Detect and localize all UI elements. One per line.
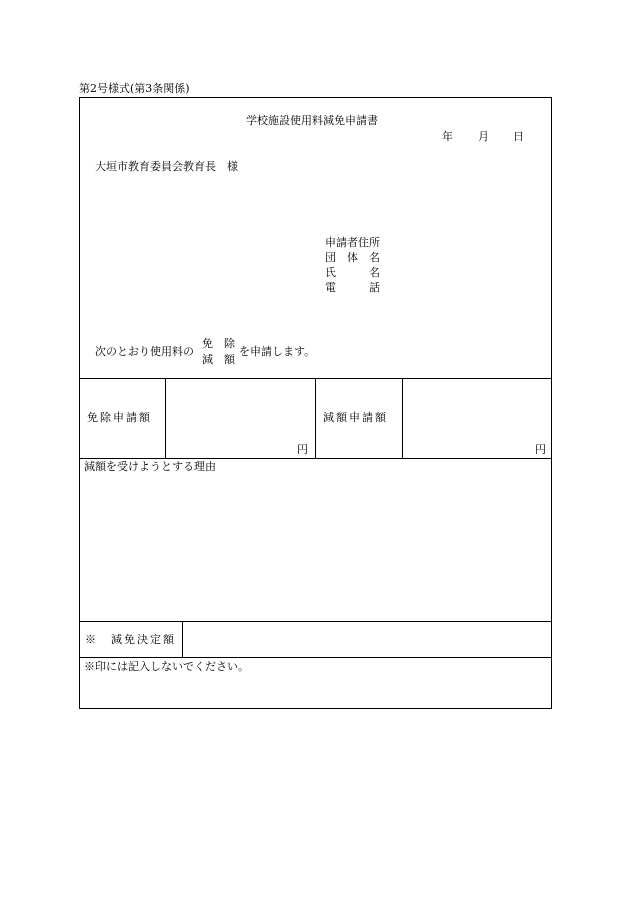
applicant-group-label: 団 体 名 xyxy=(325,251,380,264)
form-number: 第2号様式(第3条関係) xyxy=(79,82,190,95)
amount-row-bottom-line xyxy=(79,458,552,459)
decision-amount-label: ※ 減免決定額 xyxy=(85,633,176,646)
note: ※印には記入しないでください。 xyxy=(84,660,249,673)
exemption-amount-unit: 円 xyxy=(297,443,308,456)
statement-option-reduction: 減 額 xyxy=(202,353,235,366)
reason-label: 減額を受けようとする理由 xyxy=(84,460,216,473)
date-day: 日 xyxy=(513,130,524,143)
applicant-phone-label: 電 話 xyxy=(325,281,380,294)
date-month: 月 xyxy=(478,130,489,143)
reduction-amount-field[interactable] xyxy=(403,379,551,457)
applicant-name-label: 氏 名 xyxy=(325,266,380,279)
reason-field[interactable] xyxy=(80,476,551,620)
addressee: 大垣市教育委員会教育長 様 xyxy=(95,160,238,173)
statement-prefix: 次のとおり使用料の xyxy=(95,345,194,358)
date-year: 年 xyxy=(442,130,453,143)
exemption-amount-label: 免除申請額 xyxy=(87,411,152,424)
reduction-amount-label: 減額申請額 xyxy=(323,411,388,424)
applicant-address-label: 申請者住所 xyxy=(325,236,380,249)
form-title: 学校施設使用料減免申請書 xyxy=(246,114,378,127)
statement-option-exemption: 免 除 xyxy=(202,337,235,350)
decision-bottom-line xyxy=(79,657,552,658)
reduction-amount-unit: 円 xyxy=(535,443,546,456)
statement-suffix: を申請します。 xyxy=(239,345,316,358)
amount-divider-2 xyxy=(315,378,316,458)
exemption-amount-field[interactable] xyxy=(166,379,314,457)
decision-amount-field[interactable] xyxy=(183,622,551,656)
